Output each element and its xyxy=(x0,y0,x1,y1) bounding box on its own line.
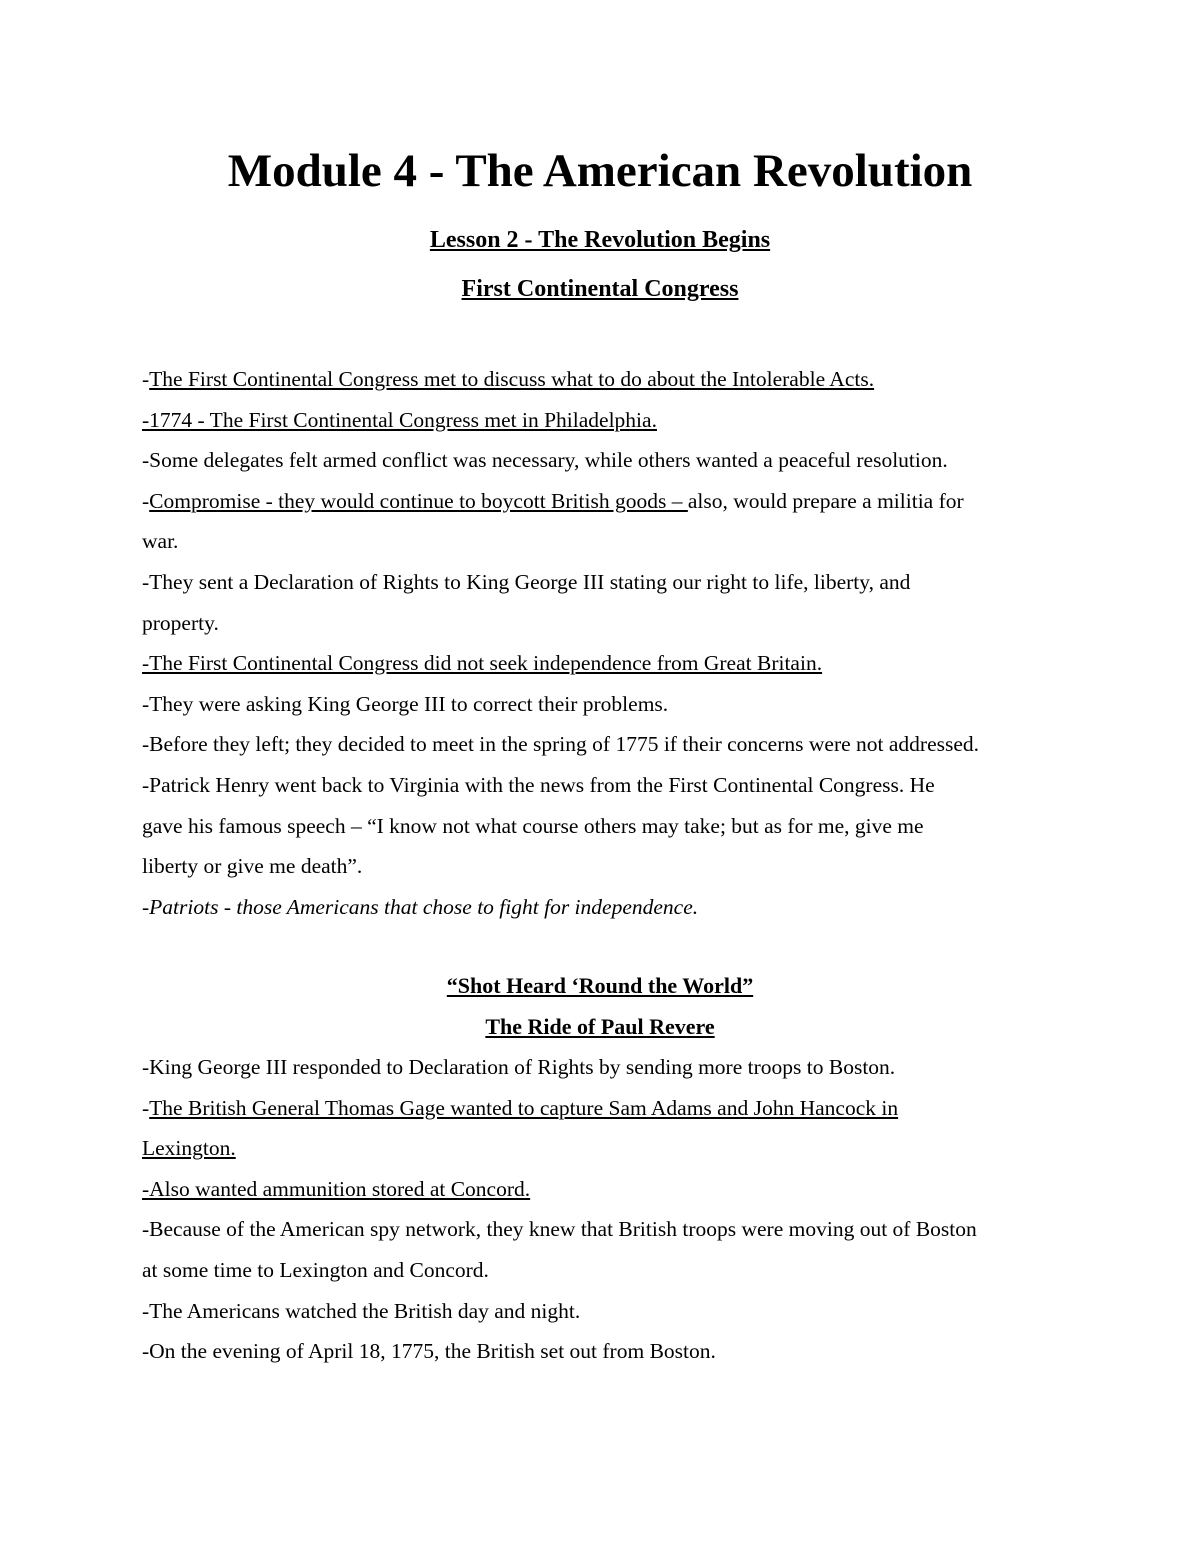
text-run-underlined: The British General Thomas Gage wanted to capture Sam Adams and John Hancock in xyxy=(149,1095,899,1120)
text-line xyxy=(142,359,1072,400)
text-run: -Because of the American spy network, they knew that British troops were moving out of Boston xyxy=(142,1217,977,1242)
text-line xyxy=(142,1291,1072,1332)
section-subheading-ride-of-paul-revere: The Ride of Paul Revere xyxy=(485,1014,715,1039)
text-run: -They were asking King George III to correct their problems. xyxy=(142,691,669,716)
text-line xyxy=(142,1250,1072,1291)
text-line xyxy=(142,400,1072,441)
text-line xyxy=(142,765,1072,806)
section-heading-shot-heard-round-the-world: “Shot Heard ‘Round the World” xyxy=(446,973,754,998)
text-line xyxy=(142,1128,1072,1169)
text-line xyxy=(142,684,1072,725)
text-line xyxy=(142,481,1072,522)
text-line xyxy=(142,846,1072,887)
text-run: -Some delegates felt armed conflict was necessary, while others wanted a peaceful resolution. xyxy=(142,448,948,473)
section-shot-heard-body xyxy=(142,1047,1072,1372)
text-run: gave his famous speech – “I know not what course others may take; but as for me, give me xyxy=(142,813,924,838)
section-first-continental-congress-body xyxy=(142,359,1072,927)
text-run-underlined: -Also wanted ammunition stored at Concord. xyxy=(142,1176,531,1201)
section-heading-first-continental-congress: First Continental Congress xyxy=(461,276,739,302)
text-run-underlined: -1774 - The First Continental Congress met in Philadelphia. xyxy=(142,407,657,432)
text-line xyxy=(142,521,1072,562)
text-line xyxy=(142,562,1072,603)
text-line xyxy=(142,806,1072,847)
text-line xyxy=(142,1169,1072,1210)
text-run-underlined: Lexington. xyxy=(142,1136,236,1161)
text-run: - xyxy=(142,488,150,513)
text-run: -They sent a Declaration of Rights to King George III stating our right to life, liberty, and xyxy=(142,569,911,594)
text-run-underlined: Compromise - they would continue to boycott British goods – xyxy=(149,488,688,513)
text-run: liberty or give me death”. xyxy=(142,854,363,879)
text-line xyxy=(142,1047,1072,1088)
text-run: -On the evening of April 18, 1775, the British set out from Boston. xyxy=(142,1339,716,1364)
text-run: war. xyxy=(142,529,179,554)
text-line xyxy=(142,1209,1072,1250)
text-line xyxy=(142,724,1072,765)
text-run-underlined: -The First Continental Congress did not seek independence from Great Britain. xyxy=(142,651,823,676)
text-run-italic: -Patriots - those Americans that chose to fight for independence. xyxy=(142,894,699,919)
text-line xyxy=(142,440,1072,481)
text-line xyxy=(142,643,1072,684)
text-run: -Before they left; they decided to meet in the spring of 1775 if their concerns were not addressed. xyxy=(142,732,980,757)
page-title: Module 4 - The American Revolution xyxy=(227,145,973,197)
text-run: - xyxy=(142,367,150,391)
text-run: -Patrick Henry went back to Virginia with the news from the First Continental Congress. He xyxy=(142,772,935,797)
text-run-underlined: The First Continental Congress met to discuss what to do about the Intolerable Acts. xyxy=(149,367,875,391)
text-run: -King George III responded to Declaration of Rights by sending more troops to Boston. xyxy=(142,1055,896,1079)
text-line xyxy=(142,1331,1072,1372)
text-line xyxy=(142,1088,1072,1129)
text-run: -The Americans watched the British day and night. xyxy=(142,1298,581,1323)
text-line xyxy=(142,603,1072,644)
lesson-heading: Lesson 2 - The Revolution Begins xyxy=(429,227,771,253)
text-line xyxy=(142,887,1072,928)
text-run: - xyxy=(142,1095,150,1120)
text-run: also, would prepare a militia for xyxy=(687,488,964,513)
text-run: at some time to Lexington and Concord. xyxy=(142,1257,489,1282)
text-run: property. xyxy=(142,610,219,635)
